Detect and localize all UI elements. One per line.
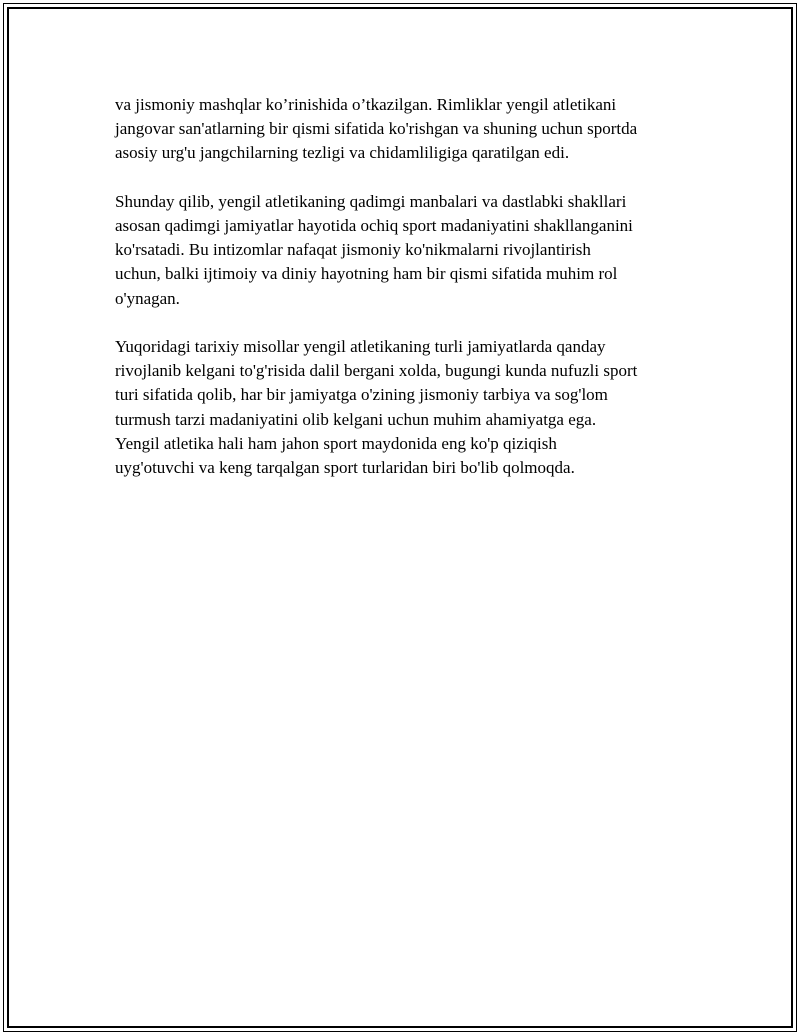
text-line: turi sifatida qolib, har bir jamiyatga o'zining jismoniy tarbiya va sog'lom bbox=[115, 385, 608, 405]
paragraph bbox=[115, 190, 695, 311]
document-body bbox=[115, 93, 695, 504]
text-line: Shunday qilib, yengil atletikaning qadimgi manbalari va dastlabki shakllari bbox=[115, 191, 627, 211]
text-line: jangovar san'atlarning bir qismi sifatida ko'rishgan va shuning uchun sportda bbox=[115, 119, 638, 139]
text-line: Yuqoridagi tarixiy misollar yengil atletikaning turli jamiyatlarda qanday bbox=[115, 337, 606, 356]
text-line: rivojlanib kelgani to'g'risida dalil bergani xolda, bugungi kunda nufuzli sport bbox=[115, 361, 638, 381]
text-line: turmush tarzi madaniyatini olib kelgani uchun muhim ahamiyatga ega. bbox=[115, 409, 597, 429]
text-line: ko'rsatadi. Bu intizomlar nafaqat jismoniy ko'nikmalarni rivojlantirish bbox=[115, 240, 591, 260]
document-page bbox=[3, 3, 797, 1032]
paragraph bbox=[115, 335, 695, 480]
text-line: asosiy urg'u jangchilarning tezligi va chidamliligiga qaratilgan edi. bbox=[115, 143, 570, 163]
text-line: uchun, balki ijtimoiy va diniy hayotning ham bir qismi sifatida muhim rol bbox=[115, 264, 618, 284]
text-line: o'ynagan. bbox=[115, 288, 180, 308]
paragraph bbox=[115, 93, 695, 166]
text-line: uyg'otuvchi va keng tarqalgan sport turlaridan biri bo'lib qolmoqda. bbox=[115, 458, 575, 478]
text-line: Yengil atletika hali ham jahon sport maydonida eng ko'p qiziqish bbox=[115, 433, 557, 453]
text-line: va jismoniy mashqlar ko’rinishida o’tkazilgan. Rimliklar yengil atletikani bbox=[115, 95, 617, 114]
text-line: asosan qadimgi jamiyatlar hayotida ochiq sport madaniyatini shakllanganini bbox=[115, 216, 633, 235]
